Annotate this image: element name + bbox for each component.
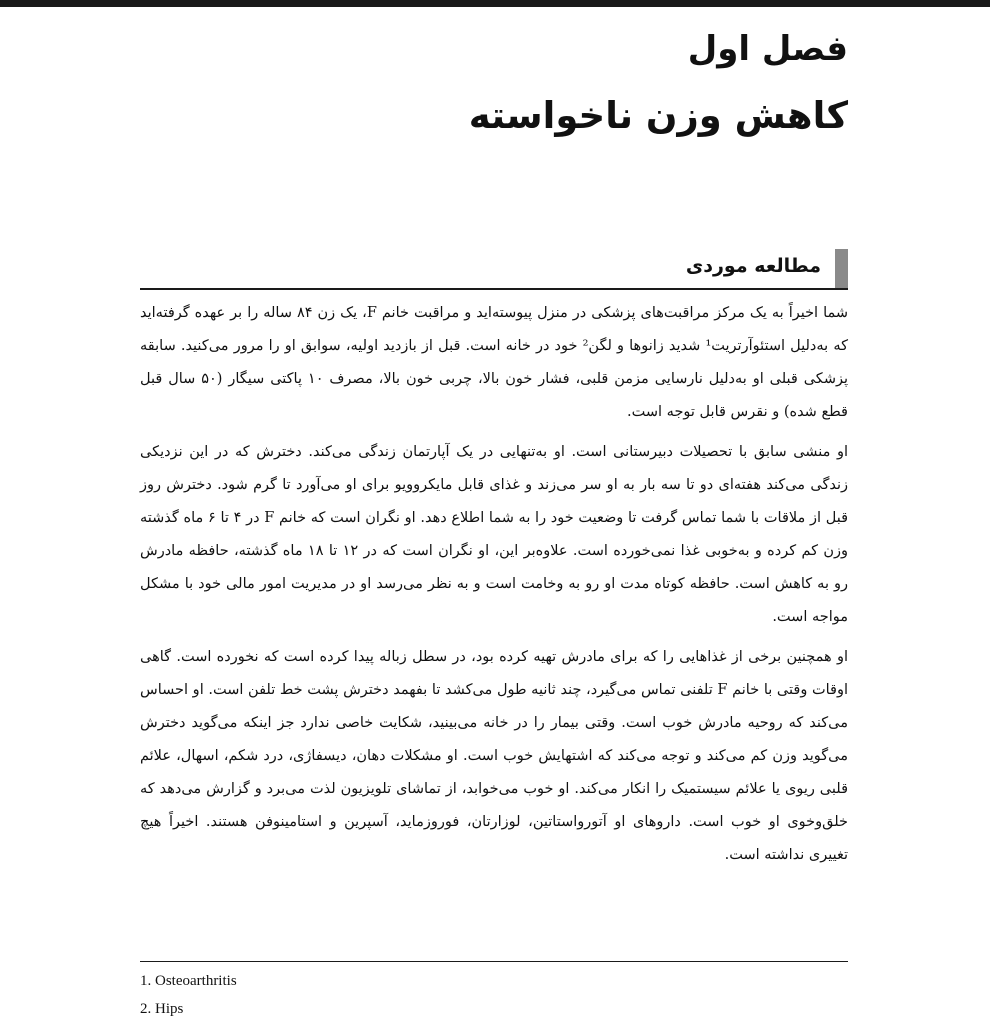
chapter-title: کاهش وزن ناخواسته <box>468 94 848 137</box>
chapter-label: فصل اول <box>687 29 848 69</box>
body-paragraph: او همچنین برخی از غذاهایی را که برای مادرش تهیه کرده بود، در سطل زباله پیدا کرده است که نخورده است. گاهی اوقات وقتی با خانم F تلفنی تماس می‌گیرد، چند ثانیه طول می‌کشد تا بفهمد دخترش پشت خط تلفن است. او احساس می‌کند که روحیه مادرش خوب است. وقتی بیمار را در خانه می‌بینید، شکایت خاصی ندارد جز اینکه می‌گوید دخترش می‌گوید وزن کم می‌کند و توجه می‌کند که اشتهایش خوب است. او مشکلات دهان، دیسفاژی، درد شکم، اسهال، علائم قلبی ریوی یا علائم سیستمیک را انکار می‌کند. او خوب می‌خوابد، از تماشای تلویزیون لذت می‌برد و گزارش می‌دهد که خلق‌وخوی او خوب است. داروهای او آتورواستاتین، لوزارتان، فوروزماید، آسپرین و استامینوفن هستند. اخیراً هیچ تغییری نداشته است. <box>140 649 849 863</box>
body-paragraph: شما اخیراً به یک مرکز مراقبت‌های پزشکی در منزل پیوسته‌اید و مراقبت خانم F، یک زن ۸۴ ساله را بر عهده گرفته‌اید که به‌دلیل استئوآرتریت¹ شدید زانوها و لگن² خود در خانه است. قبل از بازدید اولیه، سوابق او را مرور می‌کنید. سابقه پزشکی قبلی او به‌دلیل نارسایی مزمن قلبی، فشار خون بالا، چربی خون بالا، مصرف ۱۰ پاکتی سیگار (۵۰ سال قبل قطع شده) و نقرس قابل توجه است. <box>140 305 849 420</box>
section-heading <box>140 245 848 290</box>
section-title: مطالعه موردی <box>685 255 821 277</box>
footnote-item: 1. Osteoarthritis <box>140 973 237 989</box>
body-paragraph: او منشی سابق با تحصیلات دبیرستانی است. او به‌تنهایی در یک آپارتمان زندگی می‌کند. دخترش که در این نزدیکی زندگی می‌کند هفته‌ای دو تا سه بار به او سر می‌زند و غذای قابل مایکروویو برای او می‌آورد تا گرم شود. دخترش روز قبل از ملاقات با شما تماس گرفت تا وضعیت خود را به شما اطلاع دهد. او نگران است که خانم F در ۴ تا ۶ ماه گذشته وزن کم کرده و به‌خوبی غذا نمی‌خورده است. علاوه‌بر این، او نگران است که در ۱۲ تا ۱۸ ماه گذشته، حافظه مادرش رو به کاهش است. حافظه کوتاه مدت او رو به وخامت است و به نظر می‌رسد او در مدیریت امور مالی خود با مشکل مواجه است. <box>140 444 848 625</box>
top-border-bar <box>0 0 990 7</box>
footnote-item: 2. Hips <box>140 1001 184 1017</box>
footnote-divider <box>140 961 848 962</box>
footnotes <box>140 967 848 1023</box>
case-study-body <box>140 297 848 879</box>
section-accent-bar <box>835 249 848 288</box>
